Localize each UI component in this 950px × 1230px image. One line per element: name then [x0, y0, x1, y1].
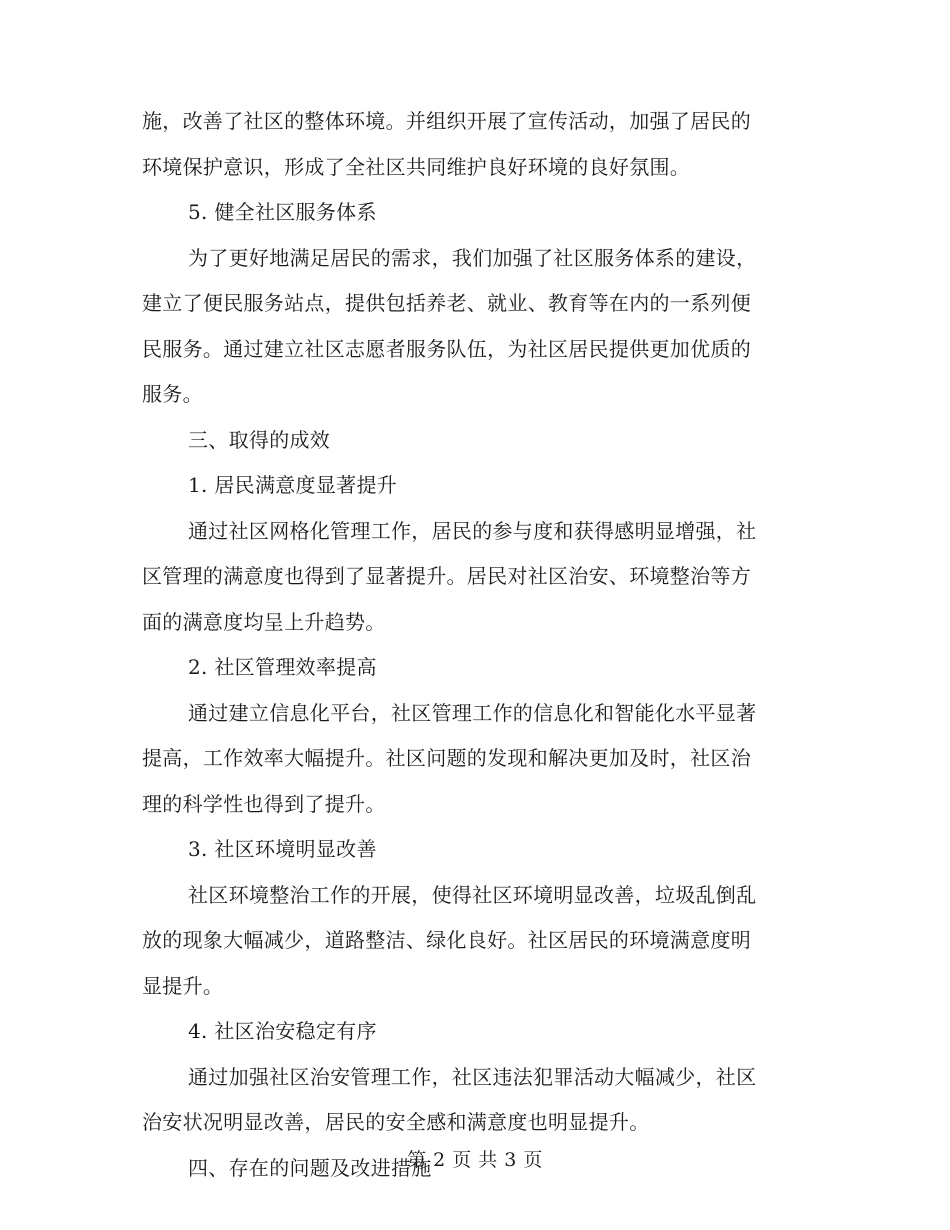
section-heading: 2. 社区管理效率提高 [188, 655, 377, 679]
text-line: 区管理的满意度也得到了显著提升。居民对社区治安、环境整治等方 [142, 564, 751, 588]
document-body [142, 99, 802, 1191]
text-line: 放的现象大幅减少，道路整洁、绿化良好。社区居民的环境满意度明 [142, 928, 751, 952]
section-heading: 3. 社区环境明显改善 [188, 837, 377, 861]
text-line: 理的科学性也得到了提升。 [142, 791, 386, 816]
text-line: 建立了便民服务站点，提供包括养老、就业、教育等在内的一系列便 [142, 291, 751, 315]
text-line: 治安状况明显改善，居民的安全感和满意度也明显提升。 [142, 1110, 650, 1134]
text-line: 提高，工作效率大幅提升。社区问题的发现和解决更加及时，社区治 [142, 746, 751, 770]
text-line: 施，改善了社区的整体环境。并组织开展了宣传活动，加强了居民的 [142, 109, 751, 133]
text-line: 服务。 [142, 382, 203, 406]
chapter-heading: 三、取得的成效 [188, 427, 331, 452]
chapter-heading: 四、存在的问题及改进措施 [188, 1155, 432, 1180]
text-line: 通过建立信息化平台，社区管理工作的信息化和智能化水平显著 [188, 700, 757, 725]
text-line: 民服务。通过建立社区志愿者服务队伍，为社区居民提供更加优质的 [142, 336, 751, 361]
text-line: 为了更好地满足居民的需求，我们加强了社区服务体系的建设， [188, 245, 757, 270]
text-line: 显提升。 [142, 973, 224, 998]
text-line: 环境保护意识，形成了全社区共同维护良好环境的良好氛围。 [142, 154, 691, 179]
section-heading: 5. 健全社区服务体系 [188, 200, 377, 224]
section-heading: 1. 居民满意度显著提升 [188, 473, 398, 497]
text-line: 通过加强社区治安管理工作，社区违法犯罪活动大幅减少，社区 [188, 1064, 757, 1089]
text-line: 社区环境整治工作的开展，使得社区环境明显改善，垃圾乱倒乱 [188, 882, 757, 907]
text-line: 通过社区网格化管理工作，居民的参与度和获得感明显增强，社 [188, 518, 757, 543]
section-heading: 4. 社区治安稳定有序 [188, 1019, 377, 1043]
page-number-footer: 第 2 页 共 3 页 [407, 1149, 543, 1171]
text-line: 面的满意度均呈上升趋势。 [142, 609, 386, 634]
